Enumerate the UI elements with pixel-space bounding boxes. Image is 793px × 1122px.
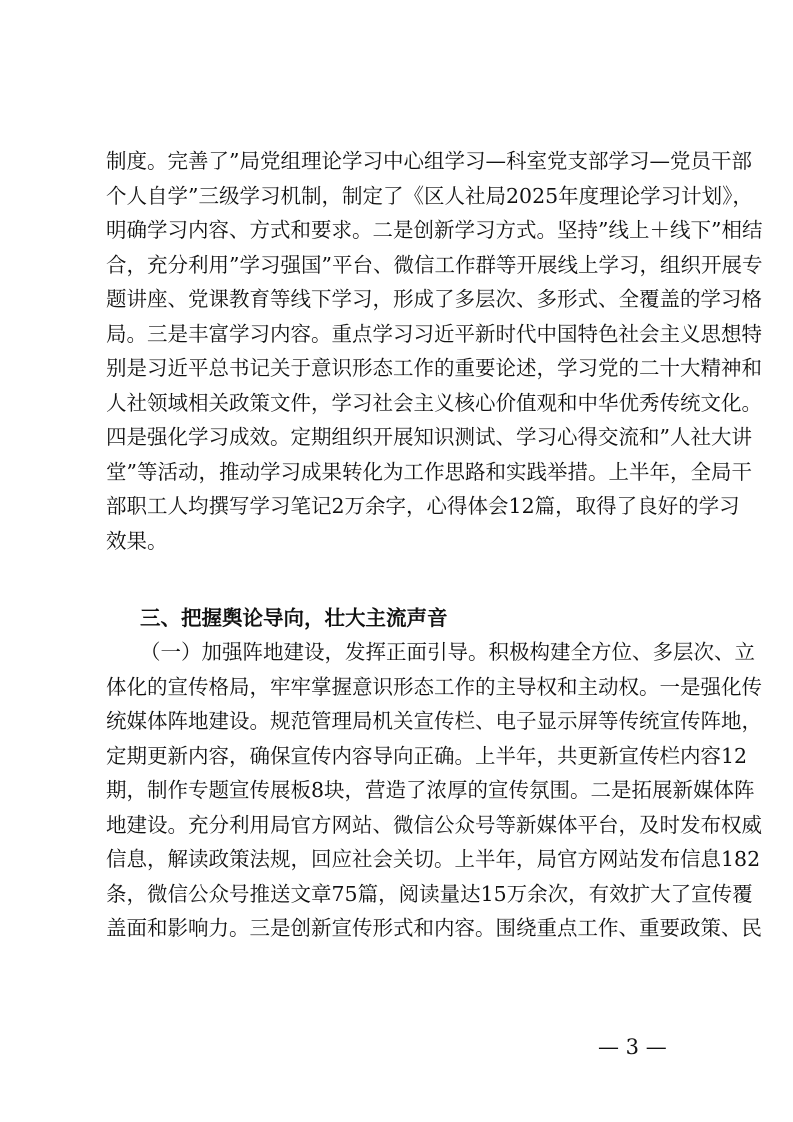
body-text-line: 部职工人均撰写学习笔记2万余字，心得体会12篇，取得了良好的学习 [106, 494, 740, 518]
body-text-line: 堂”等活动，推动学习成果转化为工作思路和实践举措。上半年，全局干 [106, 459, 752, 484]
body-text-line: 定期更新内容，确保宣传内容导向正确。上半年，共更新宣传栏内容12 [106, 743, 748, 768]
section-heading: 三、把握舆论导向，壮大主流声音 [140, 606, 448, 630]
paragraph-study-mechanism [106, 144, 763, 558]
body-text-line: 合，充分利用”学习强国”平台、微信工作群等开展线上学习，组织开展专 [106, 252, 763, 277]
body-text-line: 题讲座、党课教育等线下学习，形成了多层次、多形式、全覆盖的学习格 [106, 287, 762, 311]
body-text-line: 盖面和影响力。三是创新宣传形式和内容。围绕重点工作、重要政策、民 [106, 916, 762, 940]
page-number: — 3 — [598, 1035, 667, 1059]
body-text-line: 期，制作专题宣传展板8块，营造了浓厚的宣传氛围。二是拓展新媒体阵 [106, 778, 755, 802]
body-text-fragment: 积极构建全方位、多层次、立 [488, 640, 755, 664]
body-text-line: 制度。完善了”局党组理论学习中心组学习—科室党支部学习—党员干部 [106, 149, 752, 173]
body-text-line: 局。三是丰富学习内容。重点学习习近平新时代中国特色社会主义思想特 [106, 321, 762, 346]
body-text-line: 明确学习内容、方式和要求。二是创新学习方式。坚持”线上＋线下”相结 [106, 218, 763, 242]
body-text-line: 别是习近平总书记关于意识形态工作的重要论述，学习党的二十大精神和 [106, 356, 762, 380]
body-text-line: 地建设。充分利用局官方网站、微信公众号等新媒体平台，及时发布权威 [106, 812, 762, 837]
body-text-first-line [106, 635, 755, 670]
body-text-line: 个人自学”三级学习机制，制定了《区人社局2025年度理论学习计划》， [106, 183, 753, 208]
body-text-line: 人社领域相关政策文件，学习社会主义核心价值观和中华优秀传统文化。 [106, 390, 762, 415]
body-text-line: 统媒体阵地建设。规范管理局机关宣传栏、电子显示屏等传统宣传阵地， [106, 709, 762, 733]
body-text-line: 体化的宣传格局，牢牢掌握意识形态工作的主导权和主动权。一是强化传 [106, 674, 762, 699]
body-text-line: 信息，解读政策法规，回应社会关切。上半年，局官方网站发布信息182 [106, 847, 761, 871]
paragraph-position-building [106, 635, 762, 946]
body-text-line: 效果。 [106, 528, 168, 553]
body-text-line: 条，微信公众号推送文章75篇，阅读量达15万余次，有效扩大了宣传覆 [106, 881, 753, 906]
body-text-line: 四是强化学习成效。定期组织开展知识测试、学习心得交流和”人社大讲 [106, 425, 752, 449]
subheading-lead: （一）加强阵地建设，发挥正面引导。 [140, 640, 489, 664]
